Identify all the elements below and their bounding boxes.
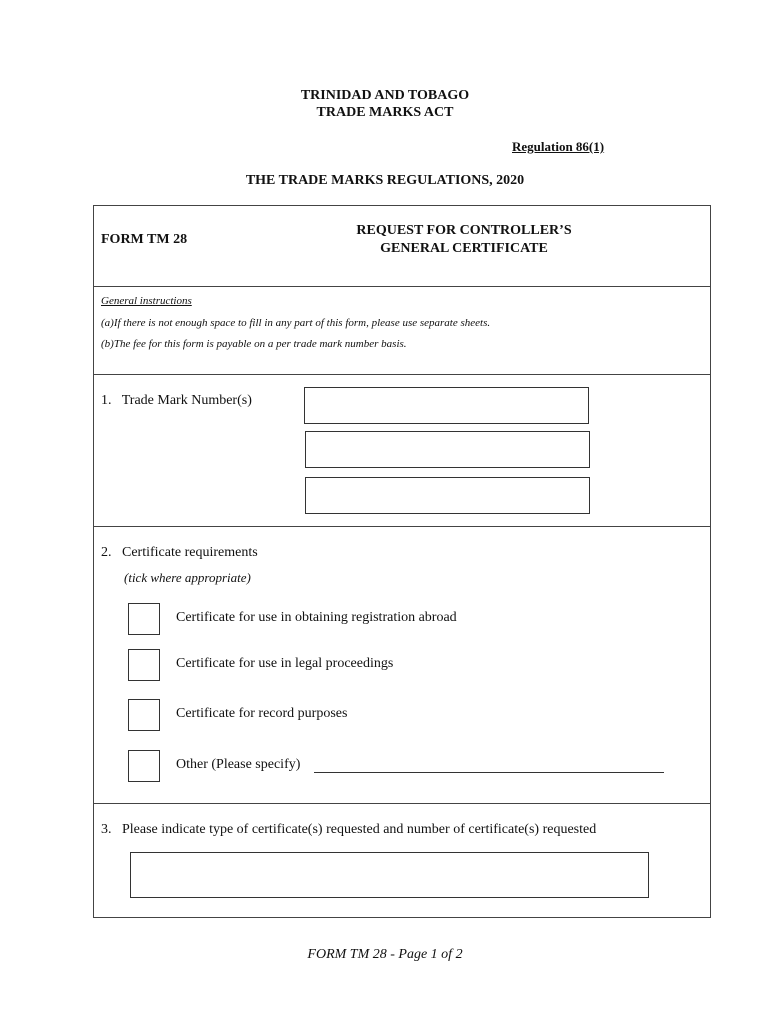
instruction-item-a: (a)If there is not enough space to fill in any part of this form, please use separate sheets. [101,317,491,329]
instructions-heading: General instructions [101,295,192,307]
country-heading: TRINIDAD AND TOBAGO [300,88,470,103]
certificate-type-and-number-field[interactable] [130,852,649,898]
page-footer: FORM TM 28 - Page 1 of 2 [307,947,463,962]
instruction-item-b: (b)The fee for this form is payable on a per trade mark number basis. [101,338,407,350]
divider [94,374,710,375]
divider [94,526,710,527]
section1-label: 1. Trade Mark Number(s) [101,393,252,408]
option-legal-proceedings: Certificate for use in legal proceedings [176,656,394,671]
checkbox-record-purposes[interactable] [128,699,160,731]
option-record-purposes: Certificate for record purposes [176,706,348,721]
trade-mark-number-field-3[interactable] [305,477,590,514]
act-heading: TRADE MARKS ACT [316,105,454,120]
regulations-title: THE TRADE MARKS REGULATIONS, 2020 [245,173,525,188]
form-id: FORM TM 28 [101,232,188,247]
form-container [93,205,711,918]
form-title [314,222,614,258]
section3-label: 3. Please indicate type of certificate(s) requested and number of certificate(s) requested [101,822,597,837]
form-title-line1: REQUEST FOR CONTROLLER’S [356,223,572,238]
divider [94,803,710,804]
option-registration-abroad: Certificate for use in obtaining registration abroad [176,610,457,625]
trade-mark-number-field-2[interactable] [305,431,590,468]
checkbox-other[interactable] [128,750,160,782]
divider [94,286,710,287]
checkbox-registration-abroad[interactable] [128,603,160,635]
other-specify-line[interactable] [314,772,664,773]
option-other: Other (Please specify) [176,757,301,772]
checkbox-legal-proceedings[interactable] [128,649,160,681]
regulation-reference: Regulation 86(1) [512,139,605,154]
section2-hint: (tick where appropriate) [124,570,251,585]
form-title-line2: GENERAL CERTIFICATE [380,241,548,256]
section2-label: 2. Certificate requirements [101,545,258,560]
trade-mark-number-field-1[interactable] [304,387,589,424]
